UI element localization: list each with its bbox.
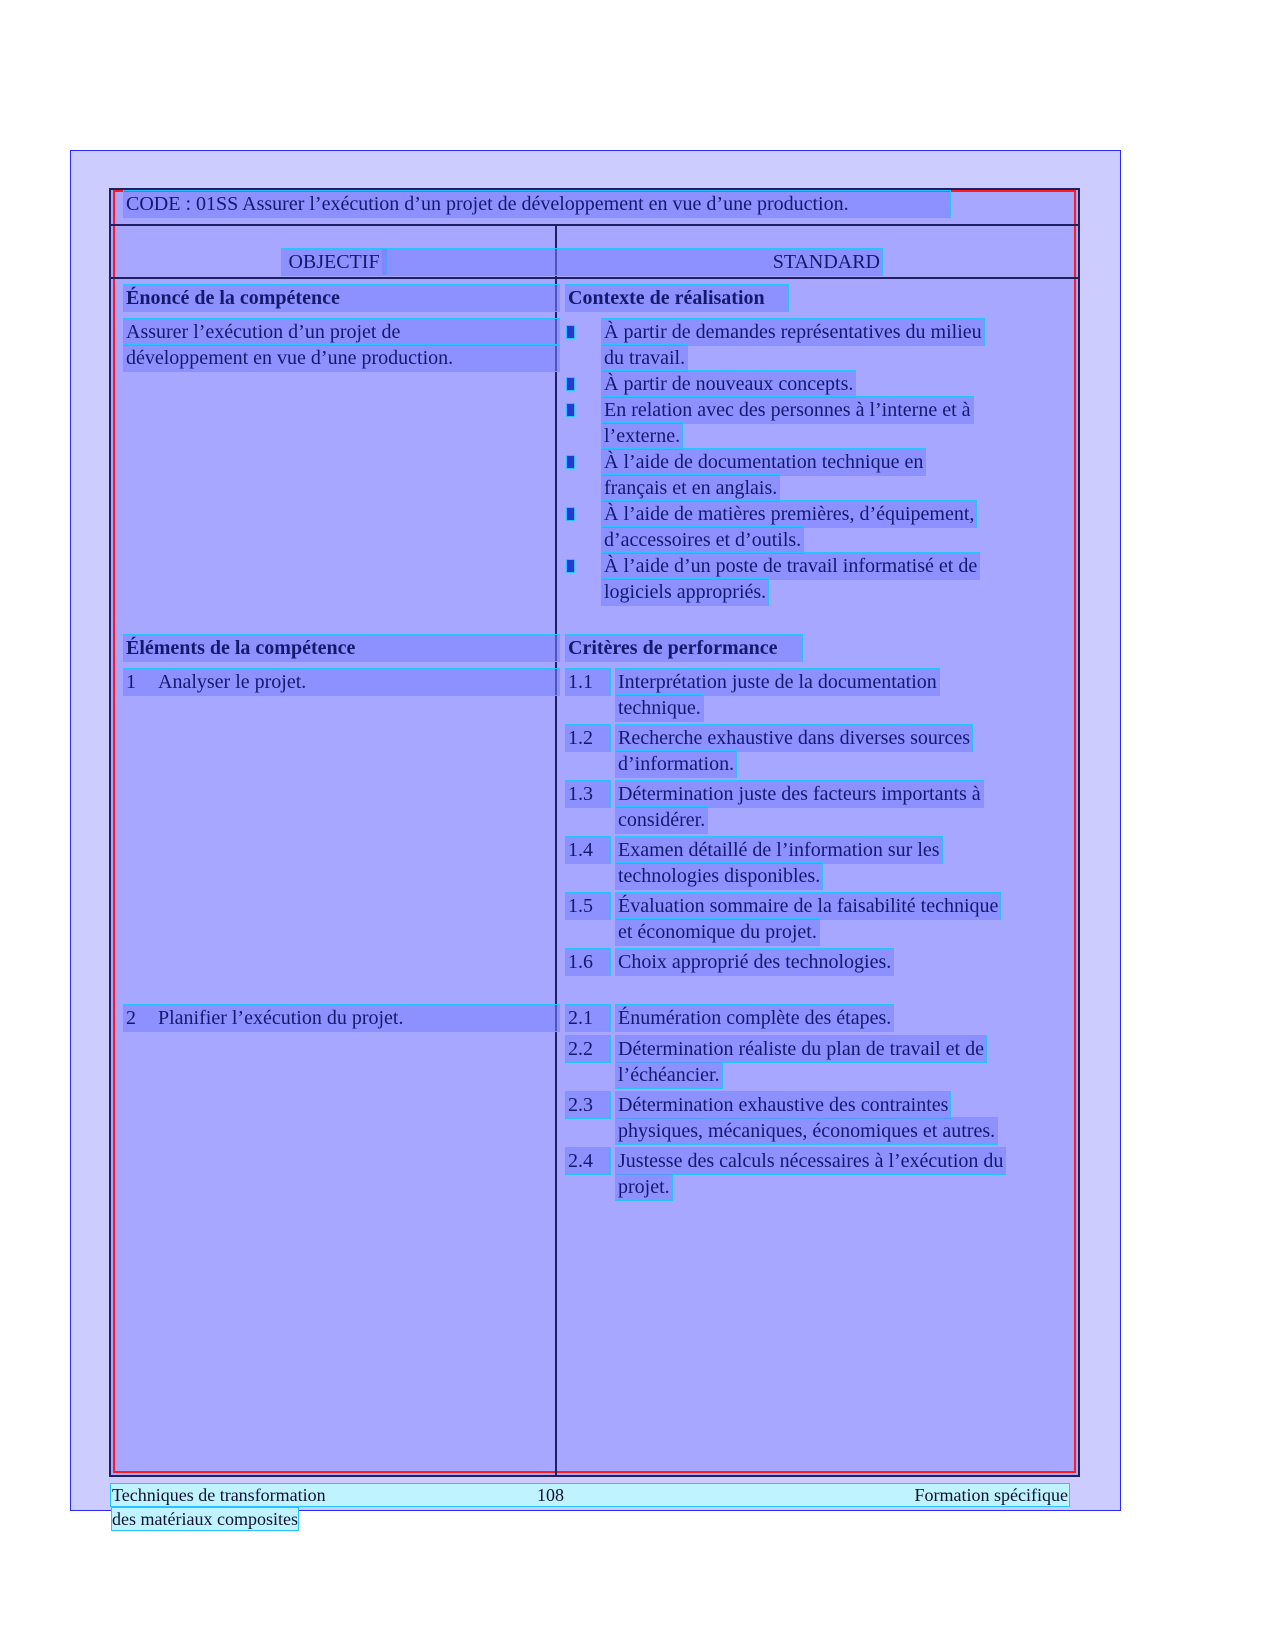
contexte-item: À partir de nouveaux concepts. <box>604 373 854 395</box>
bullet-icon <box>567 404 574 416</box>
critere-line: Détermination réaliste du plan de travail et de <box>618 1038 984 1060</box>
criteres-title: Critères de performance <box>566 635 802 661</box>
critere-line: Justesse des calculs nécessaires à l’exécution du <box>618 1150 1004 1172</box>
enonce-title: Énoncé de la compétence <box>124 285 559 311</box>
element-row <box>124 1005 559 1031</box>
footer-left-line2: des matériaux composites <box>112 1509 298 1529</box>
critere-line: technologies disponibles. <box>618 865 821 887</box>
critere-line: l’échéancier. <box>618 1064 720 1086</box>
critere-number: 2.1 <box>566 1005 610 1031</box>
objectif-header: OBJECTIF <box>282 249 386 275</box>
contexte-item-cont: du travail. <box>604 347 686 369</box>
contexte-item: À partir de demandes représentatives du milieu <box>604 321 982 343</box>
critere-number: 1.6 <box>566 949 610 975</box>
contexte-item: À l’aide de matières premières, d’équipement, <box>604 503 975 525</box>
critere-line: Énumération complète des étapes. <box>618 1007 892 1029</box>
critere-line: projet. <box>618 1176 670 1198</box>
enonce-line: Assurer l’exécution d’un projet de <box>124 319 559 345</box>
bullet-icon <box>567 456 574 468</box>
bullet-icon <box>567 378 574 390</box>
contexte-item: À l’aide de documentation technique en <box>604 451 924 473</box>
element-row <box>124 669 559 695</box>
element-number: 1 <box>126 671 136 693</box>
critere-line: considérer. <box>618 809 706 831</box>
element-label: Analyser le projet. <box>158 671 307 693</box>
column-divider <box>555 224 557 1476</box>
contexte-title: Contexte de réalisation <box>566 285 788 311</box>
header-divider <box>111 224 1078 226</box>
critere-line: technique. <box>618 697 701 719</box>
critere-line: Détermination juste des facteurs importants à <box>618 783 981 805</box>
contexte-item: En relation avec des personnes à l’interne et à <box>604 399 971 421</box>
elements-title: Éléments de la compétence <box>124 635 559 661</box>
footer-left-line1: Techniques de transformation <box>112 1485 326 1505</box>
competency-table <box>109 188 1080 1477</box>
contexte-item-cont: l’externe. <box>604 425 681 447</box>
critere-line: Choix approprié des technologies. <box>618 951 892 973</box>
contexte-item-cont: français et en anglais. <box>604 477 778 499</box>
critere-line: Interprétation juste de la documentation <box>618 671 937 693</box>
critere-line: Détermination exhaustive des contraintes <box>618 1094 949 1116</box>
contexte-item-cont: d’accessoires et d’outils. <box>604 529 802 551</box>
element-number: 2 <box>126 1007 136 1029</box>
critere-line: Évaluation sommaire de la faisabilité technique <box>618 895 999 917</box>
critere-line: Recherche exhaustive dans diverses sources <box>618 727 971 749</box>
critere-number: 2.2 <box>566 1036 610 1062</box>
footer-page-number: 108 <box>537 1485 564 1505</box>
critere-number: 1.4 <box>566 837 610 863</box>
critere-line: Examen détaillé de l’information sur les <box>618 839 940 861</box>
critere-number: 1.3 <box>566 781 610 807</box>
footer-right: Formation spécifique <box>914 1485 1068 1505</box>
bullet-icon <box>567 560 574 572</box>
critere-line: d’information. <box>618 753 735 775</box>
critere-line: et économique du projet. <box>618 921 817 943</box>
code-line: CODE : 01SS Assurer l’exécution d’un projet de développement en vue d’une production. <box>124 191 950 217</box>
column-header-divider <box>111 277 1078 279</box>
bullet-icon <box>567 508 574 520</box>
standard-header: STANDARD <box>382 249 882 275</box>
contexte-item: À l’aide d’un poste de travail informatisé et de <box>604 555 978 577</box>
enonce-line: développement en vue d’une production. <box>124 345 559 371</box>
bullet-icon <box>567 326 574 338</box>
critere-number: 1.5 <box>566 893 610 919</box>
critere-number: 1.2 <box>566 725 610 751</box>
critere-number: 2.4 <box>566 1148 610 1174</box>
critere-number: 1.1 <box>566 669 610 695</box>
critere-number: 2.3 <box>566 1092 610 1118</box>
element-label: Planifier l’exécution du projet. <box>158 1007 404 1029</box>
critere-line: physiques, mécaniques, économiques et autres. <box>618 1120 996 1142</box>
contexte-item-cont: logiciels appropriés. <box>604 581 767 603</box>
